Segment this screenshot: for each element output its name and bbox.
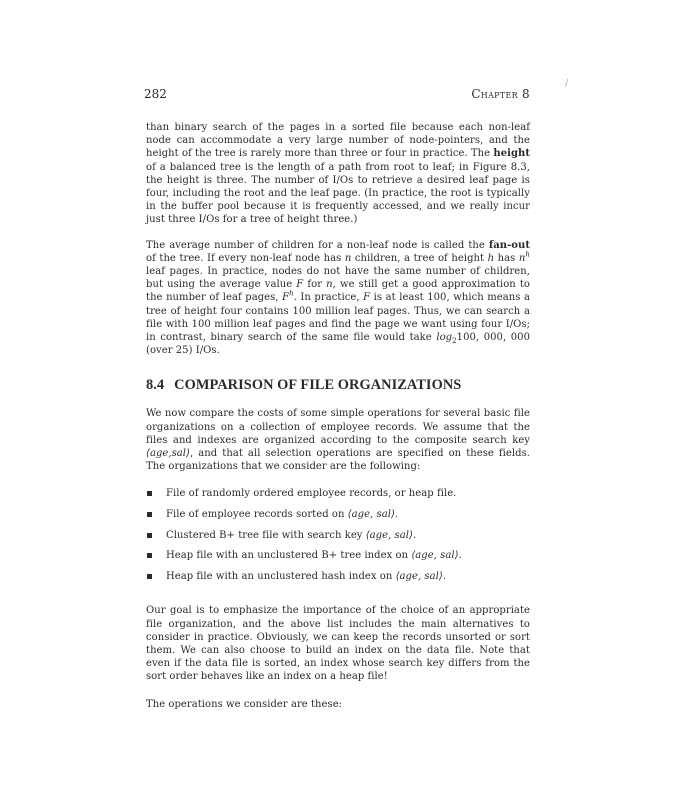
list-item [146,549,530,570]
text: children, a tree of height [351,252,488,264]
text: , and that all selection operations are specified on these fields. The organizations that we consider are the following: [146,448,530,473]
term-height: height [493,148,530,160]
math-var: n [518,252,526,264]
text: Heap file with an unclustered B+ tree index on [166,550,412,562]
list-item [146,508,530,529]
paragraph-operations: The operations we consider are these: [146,698,343,710]
list-item [146,529,530,550]
text: leaf pages. In practice, nodes do not have the same number of children, but using the average value [146,266,530,291]
math-exponent: h [525,250,530,259]
page-body [146,121,530,711]
page-number: 282 [144,87,167,101]
bullet-icon [147,491,152,496]
math-var: h [487,252,495,264]
text: . [394,509,399,521]
math-var: F [363,292,371,304]
text: . [458,550,462,562]
search-key: ⟨age,sal⟩ [146,448,191,460]
text: . [442,570,447,582]
chapter-label: Chapter 8 [471,87,530,101]
text: . In practice, [293,292,364,304]
section-number: 8.4 [146,377,165,394]
text: of the tree. If every non-leaf node has [146,252,345,264]
list-item [146,487,530,508]
math-var: n [326,279,333,291]
bullet-icon [147,533,152,538]
text: Heap file with an unclustered hash index on [166,570,396,582]
math-var: F [282,292,290,304]
math-var: F [296,279,304,291]
pencil-mark-icon: / [565,78,569,89]
organization-list [146,487,530,590]
text: 100, 000, 000 (over 25) I/Os. [146,332,530,357]
search-key: ⟨age, sal⟩ [411,550,459,562]
text: File of employee records sorted on [166,509,348,521]
text: of a balanced tree is the length of a path from root to leaf; in Figure 8.3, the height is three. The number of I/Os to retrieve a desired leaf page is four, including the root and the leaf page. (In practice, the root is typically in the buffer pool because it is frequently accessed, and we really incur just three I/Os for a tree of height three.) [146,161,530,226]
text: . [412,529,417,541]
section-title: COMPARISON OF FILE ORGANIZATIONS [174,377,462,394]
text: Clustered B+ tree file with search key [166,529,366,541]
section-heading [146,376,530,394]
bullet-icon [147,553,152,558]
search-key: ⟨age, sal⟩ [365,529,413,541]
paragraph-intro [146,407,530,473]
math-subscript: 2 [452,337,457,346]
bullet-icon [147,574,152,579]
math-exponent: h [289,290,294,299]
text: has [494,252,519,264]
text: We now compare the costs of some simple operations for several basic file organizations on a collection of employee records. We assume that the files and indexes are organized according to the composite search key [146,408,530,446]
text: , we still get a good approximation to the number of leaf pages, [146,279,530,304]
text: for [303,279,327,291]
term-fanout: fan-out [488,239,530,251]
bullet-icon [147,512,152,517]
search-key: ⟨age, sal⟩ [395,570,443,582]
text: is at least 100, which means a tree of height four contains 100 million leaf pages. Thus, we can search a file with 100 million leaf pages and find the page we want using four I/Os; in contrast, binary search of the same file would take [146,292,531,344]
text: The average number of children for a non-leaf node is called the [146,239,489,251]
paragraph-fanout [146,239,530,358]
paragraph-goal: Our goal is to emphasize the importance of the choice of an appropriate file organization, and the above list includes the main alternatives to consider in practice. Obviously, we can keep the records unsorted or sort them. We can also choose to build an index on the data file. Note that even if the data file is sorted, an index whose search key differs from the sort order behaves like an index on a heap file! [146,605,530,683]
math-var: n [344,252,352,264]
text: File of randomly ordered employee records, or heap file. [166,488,457,500]
paragraph-height [146,121,530,227]
math-log: log [436,332,453,344]
text: than binary search of the pages in a sorted file because each non-leaf node can accommodate a very large number of node-pointers, and the height of the tree is rarely more than three or four in practice. The [146,122,530,160]
search-key: ⟨age, sal⟩ [347,509,395,521]
list-item [146,570,530,591]
